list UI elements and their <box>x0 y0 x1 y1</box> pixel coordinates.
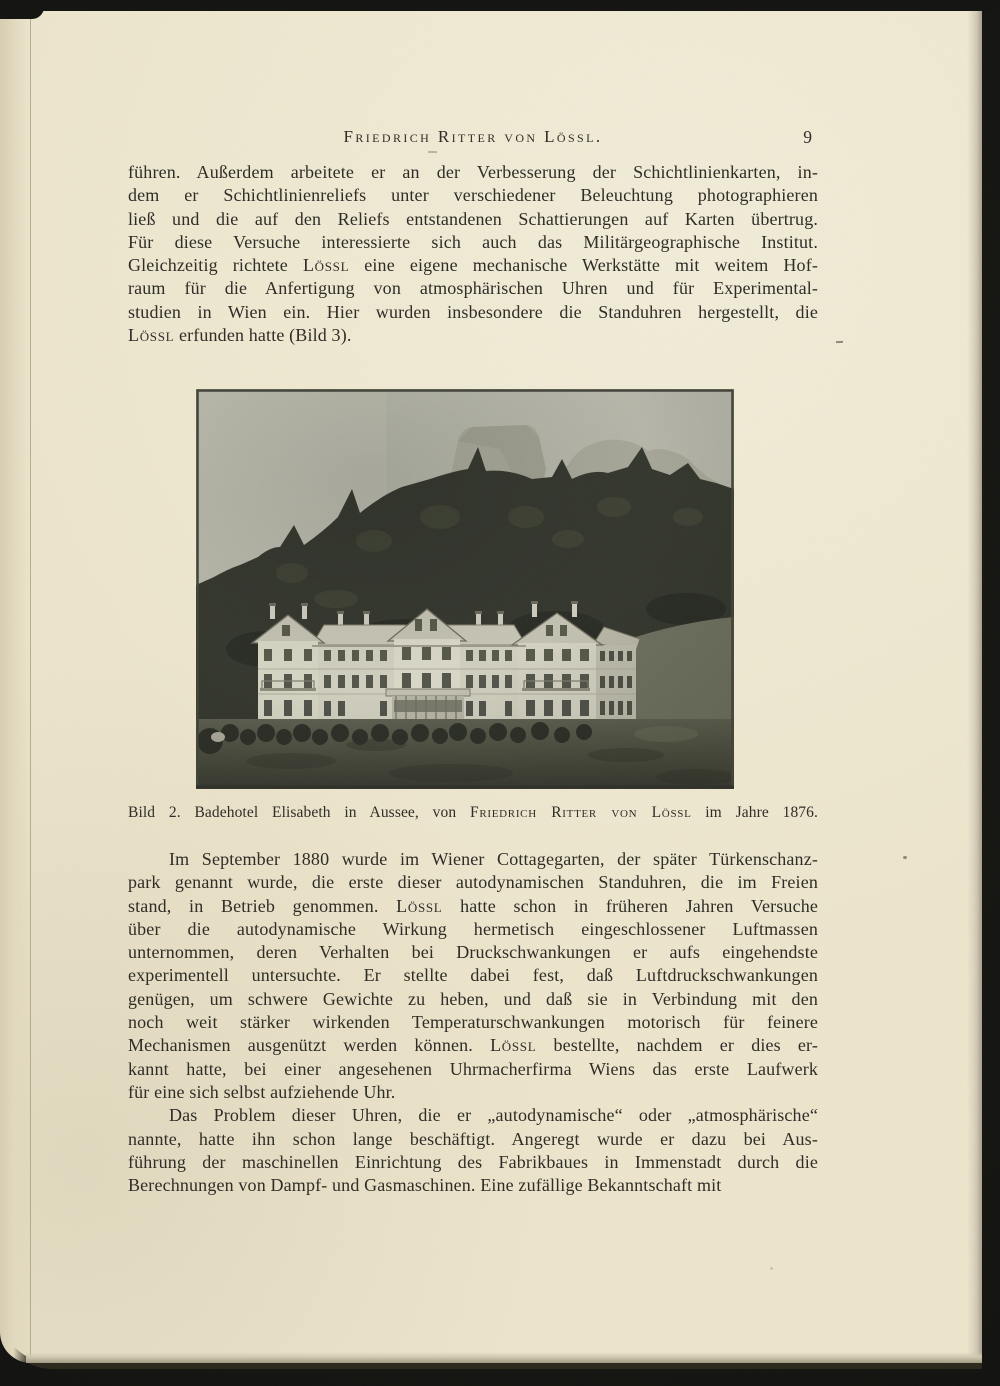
paragraph <box>128 848 818 1104</box>
text-line: Lössl erfunden hatte (Bild 3). <box>128 325 352 346</box>
scan-edge-corner <box>0 0 44 19</box>
paragraph-group <box>128 848 818 1197</box>
text-line: raum für die Anfertigung von atmosphärischen Uhren und für Experimental- <box>128 278 818 299</box>
text-line: dem er Schichtlinienreliefs unter verschiedener Beleuchtung photographieren <box>128 185 818 206</box>
text-line: Im September 1880 wurde im Wiener Cottagegarten, der später Türkenschanz- <box>169 849 818 869</box>
hotel-photograph <box>196 389 734 789</box>
header-title: Friedrich Ritter von Lössl. <box>343 127 603 146</box>
text-line: noch weit stärker wirkenden Temperaturschwankungen motorisch für feinere <box>128 1012 818 1033</box>
text-line: für eine sich selbst aufziehende Uhr. <box>128 1081 396 1102</box>
page-edge-right <box>967 11 982 1363</box>
text-line: nannte, hatte ihn schon lange beschäftigt. Angeregt wurde er dazu bei Aus- <box>128 1128 818 1149</box>
text-line: experimentell untersuchte. Er stellte dabei fest, daß Luftdruckschwankungen <box>128 965 818 986</box>
text-line: Das Problem dieser Uhren, die er „autodynamische“ oder „atmosphärische“ <box>169 1105 818 1126</box>
text-line: stand, in Betrieb genommen. Lössl hatte schon in früheren Jahren Versuche <box>128 895 818 916</box>
text-line: park genannt wurde, die erste dieser autodynamischen Standuhren, die im Freien <box>128 872 818 893</box>
text-line: studien in Wien ein. Hier wurden insbesondere die Standuhren hergestellt, die <box>128 301 818 322</box>
text-line: ließ und die auf den Reliefs entstandenen Schattierungen auf Karten übertrug. <box>128 208 818 229</box>
page-number: 9 <box>803 127 812 147</box>
ink-speck <box>836 341 843 343</box>
scan-edge-top <box>0 0 1000 11</box>
ink-speck <box>428 151 437 153</box>
text-line: Für diese Versuche interessierte sich auch das Militärgeographische Institut. <box>128 231 818 252</box>
text-line: genügen, um schwere Gewichte zu heben, und daß sie in Verbindung mit den <box>128 988 818 1009</box>
paragraph <box>128 161 818 347</box>
text-line: Berechnungen von Dampf- und Gasmaschinen. Eine zufällige Bekanntschaft mit <box>128 1175 722 1196</box>
ink-speck <box>770 1267 773 1270</box>
text-line: Mechanismen ausgenützt werden können. Lössl bestellte, nachdem er dies er- <box>128 1035 818 1056</box>
text-line: Gleichzeitig richtete Lössl eine eigene mechanische Werkstätte mit weitem Hof- <box>128 255 818 276</box>
text-line: über die autodynamische Wirkung hermetisch eingeschlossener Luftmassen <box>128 918 818 939</box>
paper-sheet <box>0 11 982 1363</box>
ink-speck <box>903 856 907 859</box>
running-header <box>128 127 818 147</box>
text-line: führung der maschinellen Einrichtung des Fabrikbaues in Immenstadt durch die <box>128 1151 818 1172</box>
text-line: kannt hatte, bei einer angesehenen Uhrmacherfirma Wiens das erste Laufwerk <box>128 1058 818 1079</box>
text-line: unternommen, deren Verhalten bei Druckschwankungen er aufs eingehendste <box>128 942 818 963</box>
binding-gutter <box>0 11 31 1363</box>
figure-caption: Bild 2. Badehotel Elisabeth in Aussee, von Friedrich Ritter von Lössl im Jahre 1876. <box>128 804 818 821</box>
page-edge-bottom <box>26 1352 982 1363</box>
paragraph <box>128 1104 818 1197</box>
text-line: führen. Außerdem arbeitete er an der Verbesserung der Schichtlinienkarten, in- <box>128 162 818 182</box>
